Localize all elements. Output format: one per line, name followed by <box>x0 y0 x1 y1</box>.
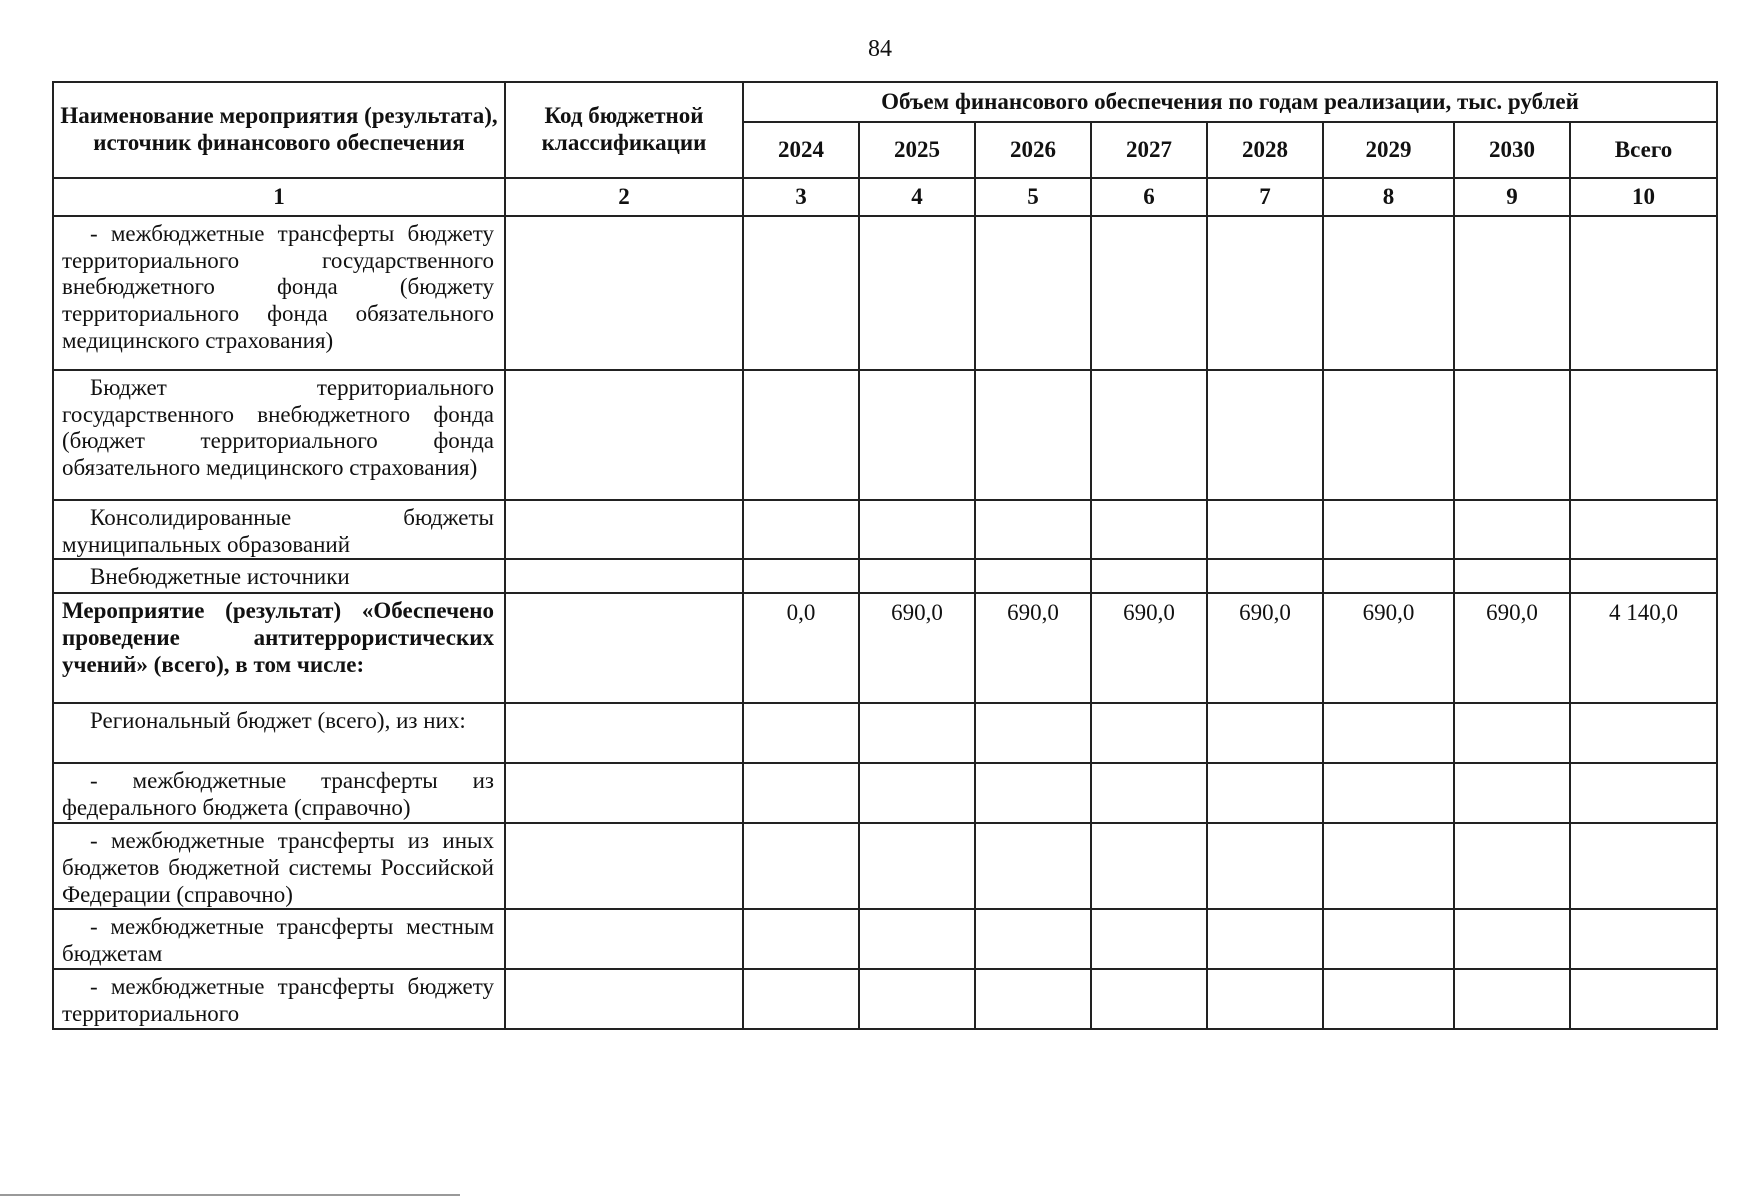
row-year-value <box>859 703 975 763</box>
row-total <box>1570 370 1717 500</box>
row-name <box>53 216 505 370</box>
row-year-value <box>1207 763 1323 823</box>
row-name <box>53 969 505 1028</box>
row-year-value <box>1091 909 1207 969</box>
row-name <box>53 500 505 559</box>
row-year-value <box>859 500 975 559</box>
column-number: 8 <box>1323 178 1454 216</box>
page-number: 84 <box>868 36 892 62</box>
row-code <box>505 969 743 1028</box>
row-year-value <box>1323 216 1454 370</box>
row-year-value <box>1454 559 1570 593</box>
row-year-value <box>1323 559 1454 593</box>
row-name-text: Консолидированные бюджеты муниципальных образований <box>62 505 494 557</box>
row-year-value <box>1207 370 1323 500</box>
row-name-text: - межбюджетные трансферты из федерального бюджета (справочно) <box>62 768 494 821</box>
row-name-text: Бюджет территориального государственного внебюджетного фонда (бюджет территориального фонда обязательного медицинского страхования) <box>62 375 494 481</box>
row-year-value <box>975 969 1091 1028</box>
header-total: Всего <box>1570 122 1717 178</box>
row-year-value <box>1454 909 1570 969</box>
row-year-value <box>1323 763 1454 823</box>
row-name <box>53 559 505 593</box>
row-total: 4 140,0 <box>1570 593 1717 703</box>
row-year-value: 690,0 <box>1454 593 1570 703</box>
row-name-text: - межбюджетные трансферты бюджету территориального государственного внебюджетного фонда (бюджету территориального фонда обязательного медицинского страхования) <box>62 221 494 353</box>
table-row <box>53 909 1717 969</box>
header-year: 2029 <box>1323 122 1454 178</box>
row-year-value <box>975 370 1091 500</box>
table-row <box>53 370 1717 500</box>
row-code <box>505 559 743 593</box>
row-year-value <box>1454 969 1570 1028</box>
column-number: 2 <box>505 178 743 216</box>
row-name <box>53 593 505 703</box>
table-row <box>53 500 1717 559</box>
row-name <box>53 370 505 500</box>
row-year-value: 690,0 <box>1091 593 1207 703</box>
row-year-value <box>743 909 859 969</box>
row-year-value <box>975 763 1091 823</box>
row-year-value <box>1091 500 1207 559</box>
row-name-text: Региональный бюджет (всего), из них: <box>90 708 466 734</box>
row-code <box>505 703 743 763</box>
row-year-value <box>859 823 975 909</box>
row-year-value: 690,0 <box>975 593 1091 703</box>
row-year-value <box>1091 969 1207 1028</box>
row-year-value <box>859 763 975 823</box>
row-name-text: Внебюджетные источники <box>90 564 350 590</box>
row-year-value <box>1323 500 1454 559</box>
header-volume: Объем финансового обеспечения по годам реализации, тыс. рублей <box>743 82 1717 122</box>
row-year-value <box>975 216 1091 370</box>
table-row <box>53 559 1717 593</box>
row-name-text: - межбюджетные трансферты из иных бюджетов бюджетной системы Российской Федерации (справочно) <box>62 828 494 907</box>
row-year-value: 690,0 <box>859 593 975 703</box>
row-code <box>505 500 743 559</box>
column-number: 6 <box>1091 178 1207 216</box>
row-year-value <box>1323 909 1454 969</box>
row-year-value <box>743 370 859 500</box>
row-year-value <box>1323 703 1454 763</box>
row-code <box>505 763 743 823</box>
header-year: 2026 <box>975 122 1091 178</box>
header-year: 2024 <box>743 122 859 178</box>
row-code <box>505 593 743 703</box>
row-year-value <box>743 969 859 1028</box>
table-row <box>53 593 1717 703</box>
row-name-text: - межбюджетные трансферты бюджету территориального <box>62 974 494 1027</box>
row-code <box>505 370 743 500</box>
row-year-value <box>1207 500 1323 559</box>
row-year-value <box>975 823 1091 909</box>
row-year-value: 690,0 <box>1323 593 1454 703</box>
row-year-value <box>743 559 859 593</box>
row-year-value <box>743 703 859 763</box>
table-row <box>53 969 1717 1028</box>
row-year-value <box>1207 969 1323 1028</box>
row-year-value <box>1091 559 1207 593</box>
column-number: 10 <box>1570 178 1717 216</box>
row-year-value <box>1454 763 1570 823</box>
column-number: 9 <box>1454 178 1570 216</box>
row-year-value <box>859 216 975 370</box>
row-year-value <box>1454 823 1570 909</box>
column-number: 5 <box>975 178 1091 216</box>
row-year-value <box>1091 216 1207 370</box>
column-number: 7 <box>1207 178 1323 216</box>
row-year-value <box>743 823 859 909</box>
row-name <box>53 703 505 763</box>
row-year-value <box>1454 216 1570 370</box>
row-year-value <box>743 216 859 370</box>
row-total <box>1570 703 1717 763</box>
row-total <box>1570 823 1717 909</box>
column-number: 4 <box>859 178 975 216</box>
row-code <box>505 909 743 969</box>
row-total <box>1570 500 1717 559</box>
bottom-rule <box>0 1194 460 1196</box>
row-year-value: 690,0 <box>1207 593 1323 703</box>
header-year: 2027 <box>1091 122 1207 178</box>
row-year-value <box>1207 559 1323 593</box>
row-year-value <box>859 969 975 1028</box>
row-year-value <box>1323 969 1454 1028</box>
table-row <box>53 823 1717 909</box>
row-year-value <box>1454 500 1570 559</box>
row-year-value <box>1207 823 1323 909</box>
row-year-value <box>859 370 975 500</box>
row-year-value <box>1323 370 1454 500</box>
row-total <box>1570 216 1717 370</box>
row-year-value <box>975 703 1091 763</box>
row-name-text: Мероприятие (результат) «Обеспечено проведение антитеррористических учений» (всего), в том числе: <box>62 598 494 677</box>
row-code <box>505 823 743 909</box>
row-year-value <box>1454 370 1570 500</box>
row-year-value <box>975 909 1091 969</box>
row-year-value <box>975 559 1091 593</box>
header-year: 2025 <box>859 122 975 178</box>
row-year-value <box>743 763 859 823</box>
column-number: 3 <box>743 178 859 216</box>
row-name <box>53 823 505 909</box>
header-year: 2030 <box>1454 122 1570 178</box>
row-year-value <box>1091 703 1207 763</box>
row-year-value: 0,0 <box>743 593 859 703</box>
row-year-value <box>1207 909 1323 969</box>
row-total <box>1570 559 1717 593</box>
financing-table <box>52 81 1718 1030</box>
row-year-value <box>859 559 975 593</box>
table-row <box>53 703 1717 763</box>
row-year-value <box>1207 703 1323 763</box>
row-year-value <box>1091 370 1207 500</box>
row-name-text: - межбюджетные трансферты местным бюджетам <box>62 914 494 967</box>
row-year-value <box>1454 703 1570 763</box>
table-row <box>53 763 1717 823</box>
row-code <box>505 216 743 370</box>
header-year: 2028 <box>1207 122 1323 178</box>
header-code-column: Код бюджетной классификации <box>505 82 743 178</box>
row-total <box>1570 909 1717 969</box>
row-year-value <box>743 500 859 559</box>
column-number: 1 <box>53 178 505 216</box>
table-row <box>53 216 1717 370</box>
row-year-value <box>1091 823 1207 909</box>
row-year-value <box>1207 216 1323 370</box>
row-name <box>53 763 505 823</box>
row-year-value <box>859 909 975 969</box>
row-total <box>1570 969 1717 1028</box>
row-total <box>1570 763 1717 823</box>
row-year-value <box>1323 823 1454 909</box>
row-name <box>53 909 505 969</box>
row-year-value <box>975 500 1091 559</box>
header-name-column: Наименование мероприятия (результата), источник финансового обеспечения <box>53 82 505 178</box>
row-year-value <box>1091 763 1207 823</box>
